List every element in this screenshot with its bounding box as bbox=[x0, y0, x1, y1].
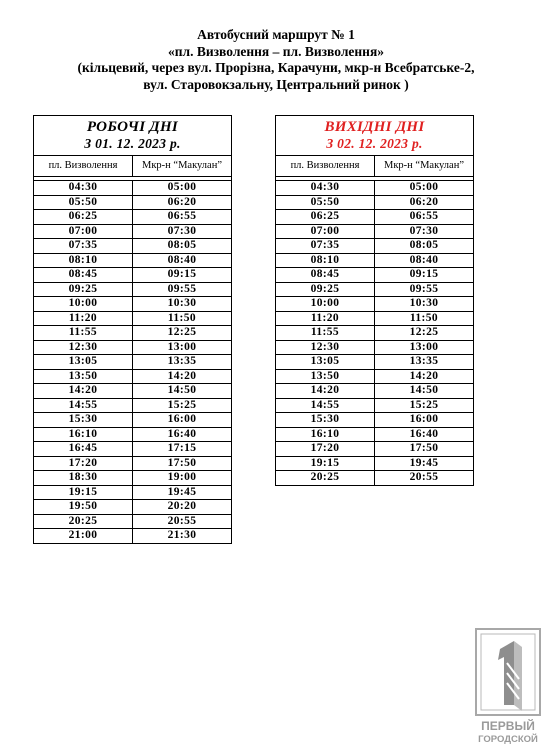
workdays-row bbox=[34, 471, 231, 486]
workdays-row bbox=[34, 442, 231, 457]
weekends-row bbox=[276, 283, 473, 298]
departure-time-end: 14:50 bbox=[409, 384, 439, 396]
workdays-row bbox=[34, 529, 231, 543]
weekends-row bbox=[276, 341, 473, 356]
weekends-date: З 02. 12. 2023 р. bbox=[326, 136, 423, 151]
workdays-column-end: Мкр-н “Макулан” bbox=[141, 160, 222, 171]
weekends-row bbox=[276, 413, 473, 428]
workdays-table bbox=[33, 115, 232, 544]
weekends-title-block bbox=[276, 116, 473, 156]
departure-time-end: 07:30 bbox=[167, 224, 197, 237]
departure-time-start: 05:50 bbox=[34, 196, 133, 210]
departure-time-start: 17:20 bbox=[276, 442, 375, 456]
departure-time-start: 11:55 bbox=[276, 326, 375, 340]
workdays-row bbox=[34, 500, 231, 515]
workdays-row bbox=[34, 326, 231, 341]
workdays-row bbox=[34, 210, 231, 225]
departure-time-end: 17:15 bbox=[167, 442, 197, 454]
departure-time-end: 09:15 bbox=[167, 268, 197, 280]
departure-time-end: 16:00 bbox=[409, 413, 439, 425]
departure-time-end: 08:40 bbox=[167, 253, 197, 266]
weekends-row bbox=[276, 370, 473, 385]
number-one-icon bbox=[476, 629, 540, 715]
departure-time-end: 10:30 bbox=[167, 297, 197, 309]
departure-time-end: 14:50 bbox=[167, 384, 197, 396]
departure-time-start: 11:55 bbox=[34, 326, 133, 340]
workdays-row bbox=[34, 254, 231, 269]
weekends-row bbox=[276, 312, 473, 327]
workdays-row bbox=[34, 399, 231, 414]
departure-time-start: 06:25 bbox=[276, 210, 375, 224]
departure-time-start: 08:45 bbox=[276, 268, 375, 282]
departure-time-start: 14:55 bbox=[276, 399, 375, 413]
departure-time-end: 06:20 bbox=[409, 195, 439, 208]
workdays-row bbox=[34, 196, 231, 211]
departure-time-end: 05:00 bbox=[167, 181, 197, 193]
departure-time-start: 09:25 bbox=[276, 283, 375, 297]
departure-time-start: 13:50 bbox=[276, 370, 375, 384]
workdays-column-headers bbox=[34, 156, 231, 177]
weekends-row bbox=[276, 268, 473, 283]
route-description-line2: вул. Старовокзальну, Центральний ринок ) bbox=[143, 77, 409, 92]
weekends-row bbox=[276, 239, 473, 254]
workdays-title: РОБОЧІ ДНІ bbox=[86, 119, 179, 135]
departure-time-start: 08:10 bbox=[276, 254, 375, 268]
departure-time-start: 20:25 bbox=[34, 515, 133, 529]
workdays-row bbox=[34, 355, 231, 370]
route-description-line1: (кільцевий, через вул. Прорізна, Карачуни, мкр-н Всебратське-2, bbox=[77, 60, 475, 75]
departure-time-end: 20:20 bbox=[167, 500, 197, 512]
weekends-column-end: Мкр-н “Макулан” bbox=[383, 160, 464, 171]
departure-time-end: 16:00 bbox=[167, 413, 197, 425]
route-title: Автобусний маршрут № 1 bbox=[197, 27, 355, 42]
departure-time-start: 14:55 bbox=[34, 399, 133, 413]
departure-time-end: 15:25 bbox=[409, 398, 439, 411]
departure-time-start: 20:25 bbox=[276, 471, 375, 485]
departure-time-end: 14:20 bbox=[409, 369, 439, 382]
weekends-rows bbox=[276, 181, 473, 485]
departure-time-end: 06:55 bbox=[167, 210, 197, 222]
departure-time-start: 19:15 bbox=[34, 486, 133, 500]
departure-time-start: 15:30 bbox=[276, 413, 375, 427]
weekends-row bbox=[276, 210, 473, 225]
departure-time-end: 13:00 bbox=[167, 340, 197, 353]
departure-time-start: 21:00 bbox=[34, 529, 133, 543]
watermark-text-line2: ГОРОДСКОЙ bbox=[478, 734, 538, 745]
departure-time-start: 12:30 bbox=[34, 341, 133, 355]
weekends-row bbox=[276, 196, 473, 211]
workdays-row bbox=[34, 428, 231, 443]
workdays-date: З 01. 12. 2023 р. bbox=[84, 136, 181, 151]
departure-time-start: 10:00 bbox=[34, 297, 133, 311]
weekends-row bbox=[276, 399, 473, 414]
departure-time-end: 17:50 bbox=[167, 456, 197, 469]
weekends-row bbox=[276, 254, 473, 269]
departure-time-end: 16:40 bbox=[167, 427, 197, 440]
weekends-row bbox=[276, 326, 473, 341]
departure-time-end: 09:55 bbox=[167, 282, 197, 295]
workdays-row bbox=[34, 370, 231, 385]
departure-time-end: 08:05 bbox=[167, 239, 197, 251]
departure-time-end: 13:35 bbox=[409, 355, 439, 367]
weekends-row bbox=[276, 355, 473, 370]
pervyi-gorodskoi-logo bbox=[474, 627, 542, 745]
departure-time-start: 10:00 bbox=[276, 297, 375, 311]
departure-time-start: 12:30 bbox=[276, 341, 375, 355]
weekends-column-start: пл. Визволення bbox=[276, 156, 375, 176]
departure-time-end: 19:45 bbox=[167, 485, 197, 498]
weekends-row bbox=[276, 225, 473, 240]
workdays-row bbox=[34, 181, 231, 196]
departure-time-start: 08:45 bbox=[34, 268, 133, 282]
weekends-row bbox=[276, 297, 473, 312]
departure-time-end: 20:55 bbox=[409, 471, 439, 483]
workdays-row bbox=[34, 312, 231, 327]
departure-time-start: 07:35 bbox=[34, 239, 133, 253]
departure-time-start: 05:50 bbox=[276, 196, 375, 210]
departure-time-start: 15:30 bbox=[34, 413, 133, 427]
departure-time-start: 04:30 bbox=[276, 181, 375, 195]
weekends-table bbox=[275, 115, 474, 486]
weekends-row bbox=[276, 442, 473, 457]
departure-time-start: 17:20 bbox=[34, 457, 133, 471]
workdays-row bbox=[34, 486, 231, 501]
departure-time-end: 09:15 bbox=[409, 268, 439, 280]
departure-time-end: 07:30 bbox=[409, 224, 439, 237]
weekends-column-headers bbox=[276, 156, 473, 177]
departure-time-end: 08:40 bbox=[409, 253, 439, 266]
departure-time-start: 16:10 bbox=[34, 428, 133, 442]
departure-time-start: 14:20 bbox=[276, 384, 375, 398]
departure-time-start: 13:05 bbox=[276, 355, 375, 369]
workdays-row bbox=[34, 515, 231, 530]
departure-time-end: 05:00 bbox=[409, 181, 439, 193]
weekends-row bbox=[276, 471, 473, 485]
departure-time-end: 21:30 bbox=[167, 529, 197, 541]
departure-time-end: 16:40 bbox=[409, 427, 439, 440]
departure-time-start: 13:05 bbox=[34, 355, 133, 369]
route-name: «пл. Визволення – пл. Визволення» bbox=[167, 44, 384, 59]
workdays-row bbox=[34, 239, 231, 254]
workdays-row bbox=[34, 283, 231, 298]
departure-time-start: 07:00 bbox=[34, 225, 133, 239]
departure-time-end: 06:20 bbox=[167, 195, 197, 208]
departure-time-end: 20:55 bbox=[167, 514, 197, 527]
departure-time-start: 19:15 bbox=[276, 457, 375, 471]
weekends-row bbox=[276, 181, 473, 196]
workdays-row bbox=[34, 341, 231, 356]
departure-time-end: 12:25 bbox=[409, 326, 439, 338]
workdays-row bbox=[34, 413, 231, 428]
departure-time-start: 11:20 bbox=[34, 312, 133, 326]
workdays-row bbox=[34, 225, 231, 240]
departure-time-start: 16:45 bbox=[34, 442, 133, 456]
departure-time-start: 08:10 bbox=[34, 254, 133, 268]
departure-time-end: 08:05 bbox=[409, 239, 439, 251]
weekends-row bbox=[276, 428, 473, 443]
departure-time-start: 09:25 bbox=[34, 283, 133, 297]
workdays-rows bbox=[34, 181, 231, 543]
workdays-row bbox=[34, 457, 231, 472]
departure-time-end: 09:55 bbox=[409, 282, 439, 295]
departure-time-end: 10:30 bbox=[409, 297, 439, 309]
workdays-row bbox=[34, 268, 231, 283]
departure-time-end: 15:25 bbox=[167, 398, 197, 411]
departure-time-start: 06:25 bbox=[34, 210, 133, 224]
workdays-row bbox=[34, 384, 231, 399]
departure-time-start: 14:20 bbox=[34, 384, 133, 398]
workdays-title-block bbox=[34, 116, 231, 156]
departure-time-end: 13:00 bbox=[409, 340, 439, 353]
departure-time-end: 19:00 bbox=[167, 471, 197, 483]
departure-time-start: 07:00 bbox=[276, 225, 375, 239]
departure-time-end: 17:50 bbox=[409, 442, 439, 454]
departure-time-end: 11:50 bbox=[167, 311, 197, 324]
departure-time-end: 14:20 bbox=[167, 369, 197, 382]
watermark-text-line1: ПЕРВЫЙ bbox=[481, 719, 535, 733]
departure-time-start: 18:30 bbox=[34, 471, 133, 485]
departure-time-end: 06:55 bbox=[409, 210, 439, 222]
departure-time-start: 11:20 bbox=[276, 312, 375, 326]
departure-time-start: 04:30 bbox=[34, 181, 133, 195]
weekends-row bbox=[276, 457, 473, 472]
weekends-title: ВИХІДНІ ДНІ bbox=[324, 119, 425, 135]
departure-time-start: 13:50 bbox=[34, 370, 133, 384]
departure-time-start: 07:35 bbox=[276, 239, 375, 253]
departure-time-start: 19:50 bbox=[34, 500, 133, 514]
workdays-row bbox=[34, 297, 231, 312]
departure-time-end: 12:25 bbox=[167, 326, 197, 338]
departure-time-end: 13:35 bbox=[167, 355, 197, 367]
workdays-column-start: пл. Визволення bbox=[34, 156, 133, 176]
departure-time-start: 16:10 bbox=[276, 428, 375, 442]
weekends-row bbox=[276, 384, 473, 399]
departure-time-end: 19:45 bbox=[409, 456, 439, 469]
departure-time-end: 11:50 bbox=[409, 311, 439, 324]
